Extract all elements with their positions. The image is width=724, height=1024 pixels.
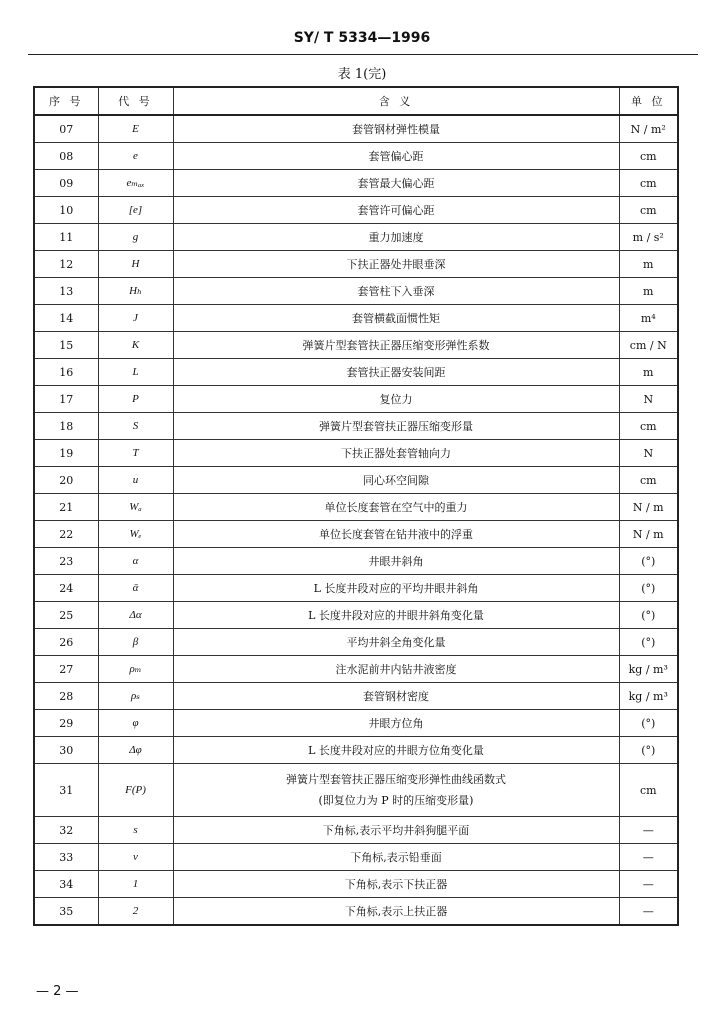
row-unit: cm: [619, 143, 678, 170]
row-unit: (°): [619, 629, 678, 656]
header-rule: [28, 54, 698, 55]
row-number: 19: [34, 440, 98, 467]
row-unit: m: [619, 278, 678, 305]
row-unit: cm: [619, 197, 678, 224]
table-row: [34, 602, 678, 629]
row-meaning: 复位力: [173, 386, 619, 413]
symbols-table: [33, 86, 679, 926]
row-number: 17: [34, 386, 98, 413]
row-number: 27: [34, 656, 98, 683]
table-row: [34, 143, 678, 170]
row-meaning: 平均井斜全角变化量: [173, 629, 619, 656]
row-code: E: [98, 115, 173, 143]
table-row: [34, 386, 678, 413]
row-meaning: 井眼井斜角: [173, 548, 619, 575]
row-code: 1: [98, 871, 173, 898]
row-code: v: [98, 844, 173, 871]
row-number: 30: [34, 737, 98, 764]
table-row: [34, 224, 678, 251]
row-number: 35: [34, 898, 98, 926]
row-meaning: 下角标,表示下扶正器: [173, 871, 619, 898]
row-code: φ: [98, 710, 173, 737]
row-code: Hₕ: [98, 278, 173, 305]
row-meaning: 套管钢材弹性模量: [173, 115, 619, 143]
table-row: [34, 332, 678, 359]
row-code: g: [98, 224, 173, 251]
column-header-meaning: 含 义: [173, 87, 619, 115]
row-meaning: 套管钢材密度: [173, 683, 619, 710]
row-unit: (°): [619, 602, 678, 629]
row-unit: m / s²: [619, 224, 678, 251]
row-unit: N / m: [619, 521, 678, 548]
row-meaning: 重力加速度: [173, 224, 619, 251]
row-meaning: 注水泥前井内钻井液密度: [173, 656, 619, 683]
row-meaning: 下扶正器处井眼垂深: [173, 251, 619, 278]
row-unit: kg / m³: [619, 656, 678, 683]
row-code: [e]: [98, 197, 173, 224]
row-number: 10: [34, 197, 98, 224]
row-meaning: 下角标,表示平均井斜狗腿平面: [173, 817, 619, 844]
table-row: [34, 440, 678, 467]
row-number: 07: [34, 115, 98, 143]
row-meaning: 套管柱下入垂深: [173, 278, 619, 305]
row-unit: N / m: [619, 494, 678, 521]
row-unit: —: [619, 898, 678, 926]
row-number: 14: [34, 305, 98, 332]
row-code: T: [98, 440, 173, 467]
row-code: P: [98, 386, 173, 413]
table-row: [34, 656, 678, 683]
row-code: Wₑ: [98, 521, 173, 548]
page-number: — 2 —: [36, 984, 79, 999]
column-header-no: 序 号: [34, 87, 98, 115]
row-code: Wₐ: [98, 494, 173, 521]
row-meaning: 套管许可偏心距: [173, 197, 619, 224]
row-code: H: [98, 251, 173, 278]
row-number: 25: [34, 602, 98, 629]
row-number: 22: [34, 521, 98, 548]
row-unit: cm: [619, 764, 678, 817]
table-row: [34, 683, 678, 710]
row-unit: N: [619, 440, 678, 467]
table-row: [34, 898, 678, 926]
row-unit: (°): [619, 737, 678, 764]
table-row: [34, 467, 678, 494]
row-meaning: [173, 764, 619, 817]
row-meaning: 同心环空间隙: [173, 467, 619, 494]
row-meaning: 弹簧片型套管扶正器压缩变形弹性系数: [173, 332, 619, 359]
row-meaning: L 长度井段对应的平均井眼井斜角: [173, 575, 619, 602]
row-number: 12: [34, 251, 98, 278]
row-code: Δα: [98, 602, 173, 629]
row-number: 32: [34, 817, 98, 844]
table-row: [34, 170, 678, 197]
row-code: Δφ: [98, 737, 173, 764]
row-unit: —: [619, 871, 678, 898]
row-meaning: 弹簧片型套管扶正器压缩变形量: [173, 413, 619, 440]
row-meaning: 套管最大偏心距: [173, 170, 619, 197]
column-header-unit: 单 位: [619, 87, 678, 115]
row-unit: cm / N: [619, 332, 678, 359]
row-number: 13: [34, 278, 98, 305]
standard-number: SY/ T 5334—1996: [293, 30, 431, 46]
table-row: [34, 710, 678, 737]
table-row: [34, 737, 678, 764]
row-meaning: 下角标,表示铅垂面: [173, 844, 619, 871]
row-number: 20: [34, 467, 98, 494]
row-code: β: [98, 629, 173, 656]
row-meaning-line2: (即复位力为 P 时的压缩变形量): [318, 794, 474, 807]
row-unit: N: [619, 386, 678, 413]
table-row: [34, 494, 678, 521]
row-meaning: 套管偏心距: [173, 143, 619, 170]
row-code: e: [98, 143, 173, 170]
table-row: [34, 817, 678, 844]
row-meaning: 单位长度套管在钻井液中的浮重: [173, 521, 619, 548]
row-unit: (°): [619, 710, 678, 737]
row-meaning: L 长度井段对应的井眼井斜角变化量: [173, 602, 619, 629]
row-number: 23: [34, 548, 98, 575]
table-row: [34, 305, 678, 332]
table-row: [34, 548, 678, 575]
row-code: s: [98, 817, 173, 844]
row-unit: (°): [619, 548, 678, 575]
table-row: [34, 521, 678, 548]
table-row: [34, 764, 678, 817]
row-unit: (°): [619, 575, 678, 602]
row-meaning: 单位长度套管在空气中的重力: [173, 494, 619, 521]
row-meaning-line1: 弹簧片型套管扶正器压缩变形弹性曲线函数式: [286, 773, 506, 786]
table-row: [34, 197, 678, 224]
row-number: 11: [34, 224, 98, 251]
row-code: ᾱ: [98, 575, 173, 602]
row-meaning: 套管扶正器安装间距: [173, 359, 619, 386]
row-meaning: 下扶正器处套管轴向力: [173, 440, 619, 467]
table-row: [34, 575, 678, 602]
row-unit: m: [619, 359, 678, 386]
row-unit: cm: [619, 467, 678, 494]
row-meaning: 井眼方位角: [173, 710, 619, 737]
row-number: 21: [34, 494, 98, 521]
row-number: 26: [34, 629, 98, 656]
table-row: [34, 871, 678, 898]
row-unit: cm: [619, 413, 678, 440]
row-unit: m: [619, 251, 678, 278]
row-number: 09: [34, 170, 98, 197]
row-meaning: 套管横截面惯性矩: [173, 305, 619, 332]
table-row: [34, 413, 678, 440]
row-number: 31: [34, 764, 98, 817]
row-code: α: [98, 548, 173, 575]
row-number: 34: [34, 871, 98, 898]
row-unit: cm: [619, 170, 678, 197]
row-code: u: [98, 467, 173, 494]
row-meaning: 下角标,表示上扶正器: [173, 898, 619, 926]
row-code: J: [98, 305, 173, 332]
row-code: L: [98, 359, 173, 386]
row-unit: —: [619, 844, 678, 871]
row-code: S: [98, 413, 173, 440]
table-row: [34, 629, 678, 656]
column-header-code: 代 号: [98, 87, 173, 115]
row-code: ρₘ: [98, 656, 173, 683]
table-row: [34, 251, 678, 278]
table-row: [34, 844, 678, 871]
table-header-row: [34, 87, 678, 115]
row-number: 15: [34, 332, 98, 359]
row-code: eₘₐₓ: [98, 170, 173, 197]
table-caption: 表 1(完): [337, 67, 387, 82]
row-code: 2: [98, 898, 173, 926]
row-meaning: L 长度井段对应的井眼方位角变化量: [173, 737, 619, 764]
row-unit: —: [619, 817, 678, 844]
row-unit: m⁴: [619, 305, 678, 332]
row-number: 28: [34, 683, 98, 710]
row-number: 33: [34, 844, 98, 871]
table-row: [34, 278, 678, 305]
row-unit: kg / m³: [619, 683, 678, 710]
row-number: 08: [34, 143, 98, 170]
table-row: [34, 115, 678, 143]
row-number: 29: [34, 710, 98, 737]
row-unit: N / m²: [619, 115, 678, 143]
row-number: 16: [34, 359, 98, 386]
table-row: [34, 359, 678, 386]
row-code: ρₛ: [98, 683, 173, 710]
row-number: 24: [34, 575, 98, 602]
row-code: F(P): [98, 764, 173, 817]
row-code: K: [98, 332, 173, 359]
row-number: 18: [34, 413, 98, 440]
